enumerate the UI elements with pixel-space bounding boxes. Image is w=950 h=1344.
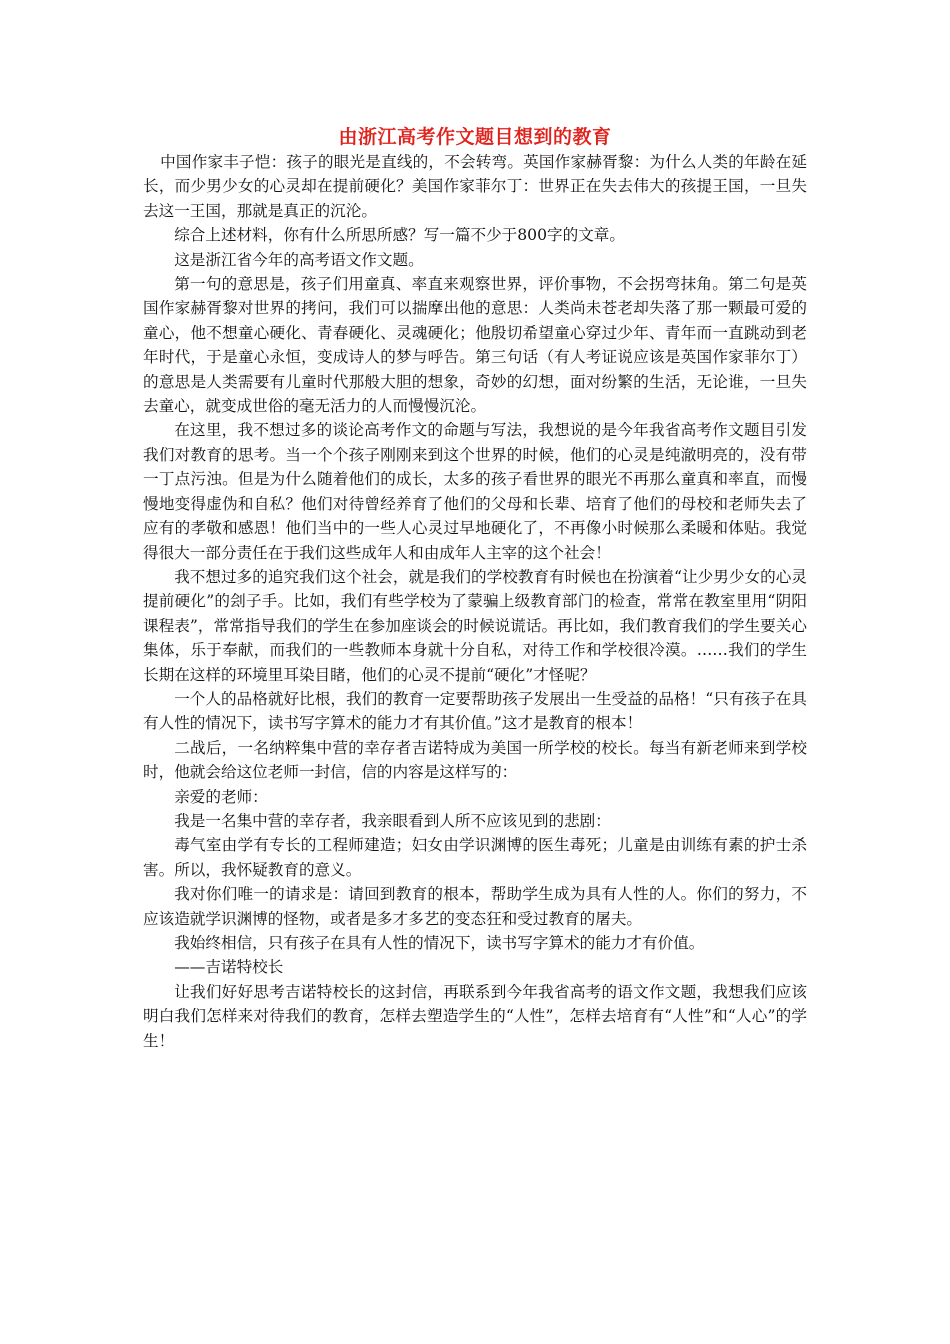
paragraph: 一个人的品格就好比根，我们的教育一定要帮助孩子发展出一生受益的品格！“只有孩子在具有人性的情况下，读书写字算术的能力才有其价值。”这才是教育的根本！: [143, 689, 807, 733]
paragraph: 让我们好好思考吉诺特校长的这封信，再联系到今年我省高考的语文作文题，我想我们应该明白我们怎样来对待我们的教育，怎样去塑造学生的“人性”，怎样去培育有“人性”和“人心”的学生！: [143, 982, 807, 1050]
paragraph: 这是浙江省今年的高考语文作文题。: [174, 250, 424, 269]
paragraph: 我不想过多的追究我们这个社会，就是我们的学校教育有时候也在扮演着“让少男少女的心灵提前硬化”的刽子手。比如，我们有些学校为了蒙骗上级教育部门的检查，常常在教室里用“阴阳课程表”，常常指导我们的学生在参加座谈会的时候说谎话。再比如，我们教育我们的学生要关心集体，乐于奉献，而我们的一些教师本身就十分自私，对待工作和学校很冷漠。……我们的学生长期在这样的环境里耳染目睹，他们的心灵不提前“硬化”才怪呢？: [143, 567, 807, 684]
letter-salutation: 亲爱的老师：: [174, 787, 268, 806]
paragraph: 第一句的意思是，孩子们用童真、率直来观察世界，评价事物，不会拐弯抹角。第二句是英国作家赫胥黎对世界的拷问，我们可以揣摩出他的意思：人类尚未苍老却失落了那一颗最可爱的童心，他不想童心硬化、青春硬化、灵魂硬化；他殷切希望童心穿过少年、青年而一直跳动到老年时代，于是童心永恒，变成诗人的梦与呼告。第三句话（有人考证说应该是英国作家菲尔丁）的意思是人类需要有儿童时代那般大胆的想象，奇妙的幻想，面对纷繁的生活，无论谁，一旦失去童心，就变成世俗的毫无活力的人而慢慢沉沦。: [143, 275, 807, 416]
paragraph: 中国作家丰子恺：孩子的眼光是直线的，不会转弯。英国作家赫胥黎：为什么人类的年龄在延长，而少男少女的心灵却在提前硬化？美国作家菲尔丁：世界正在失去伟大的孩提王国，一旦失去这一王国，那就是真正的沉沦。: [143, 153, 807, 220]
letter-paragraph: 毒气室由学有专长的工程师建造；妇女由学识渊博的医生毒死；儿童是由训练有素的护士杀害。所以，我怀疑教育的意义。: [143, 836, 807, 879]
document-title: 由浙江高考作文题目想到的教育: [338, 126, 612, 148]
letter-paragraph: 我是一名集中营的幸存者，我亲眼看到人所不应该见到的悲剧：: [174, 811, 611, 830]
paragraph: 在这里，我不想过多的谈论高考作文的命题与写法，我想说的是今年我省高考作文题目引发我们对教育的思考。当一个个孩子刚刚来到这个世界的时候，他们的心灵是纯澈明亮的，没有带一丁点污浊。但是为什么随着他们的成长，太多的孩子看世界的眼光不再那么童真和率直，而慢慢地变得虚伪和自私？他们对待曾经养育了他们的父母和长辈、培育了他们的母校和老师失去了应有的孝敬和感恩！他们当中的一些人心灵过早地硬化了，不再像小时候那么柔暖和体贴。我觉得很大一部分责任在于我们这些成年人和由成年人主宰的这个社会！: [143, 421, 807, 562]
letter-paragraph: 我对你们唯一的请求是：请回到教育的根本，帮助学生成为具有人性的人。你们的努力，不应该造就学识渊博的怪物，或者是多才多艺的变态狂和受过教育的屠夫。: [143, 885, 807, 928]
document-page: [143, 124, 807, 1053]
paragraph: 二战后，一名纳粹集中营的幸存者吉诺特成为美国一所学校的校长。每当有新老师来到学校时，他就会给这位老师一封信，信的内容是这样写的：: [143, 738, 807, 782]
letter-paragraph: 我始终相信，只有孩子在具有人性的情况下，读书写字算术的能力才有价值。: [174, 934, 705, 952]
paragraph: 综合上述材料，你有什么所思所感？写一篇不少于800字的文章。: [174, 226, 625, 245]
letter-signature: ——吉诺特校长: [174, 958, 284, 977]
